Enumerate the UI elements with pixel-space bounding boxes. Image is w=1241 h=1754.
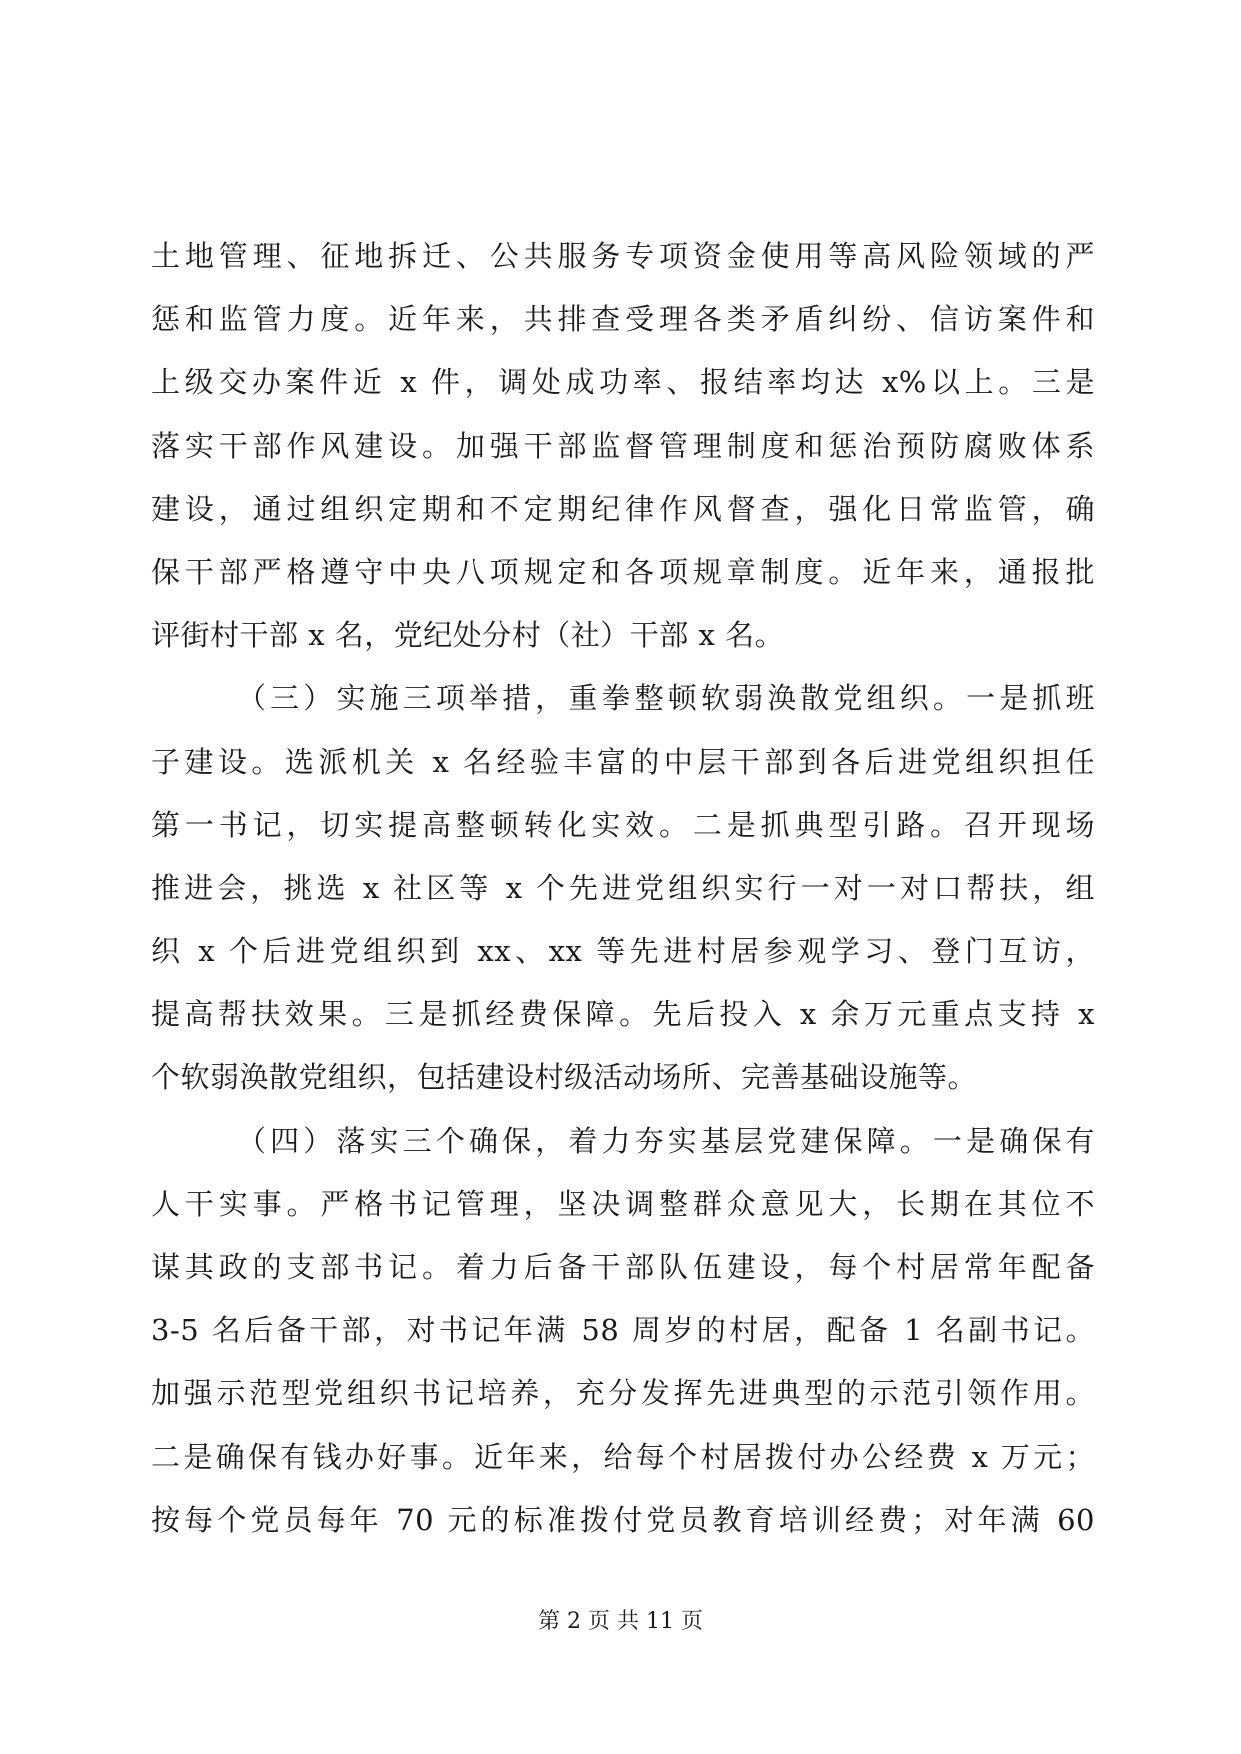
text-line: 按每个党员每年 70 元的标准拨付党员教育培训经费；对年满 60 bbox=[151, 1502, 1095, 1537]
text-line: 提高帮扶效果。三是抓经费保障。先后投入 x 余万元重点支持 x bbox=[151, 997, 1095, 1032]
text-line: 推进会，挑选 x 社区等 x 个先进党组织实行一对一对口帮扶，组 bbox=[151, 870, 1095, 905]
text-line: 第一书记，切实提高整顿转化实效。二是抓典型引路。召开现场 bbox=[151, 807, 1095, 842]
text-line: 人干实事。严格书记管理，坚决调整群众意见大，长期在其位不 bbox=[151, 1186, 1095, 1221]
body-text bbox=[151, 225, 1095, 1552]
text-line: 3-5 名后备干部，对书记年满 58 周岁的村居，配备 1 名副书记。 bbox=[151, 1313, 1095, 1348]
text-line: 土地管理、征地拆迁、公共服务专项资金使用等高风险领域的严 bbox=[151, 239, 1095, 273]
text-line: 落实干部作风建设。加强干部监督管理制度和惩治预防腐败体系 bbox=[151, 428, 1095, 463]
text-line: 谋其政的支部书记。着力后备干部队伍建设，每个村居常年配备 bbox=[151, 1250, 1095, 1284]
text-line: 加强示范型党组织书记培养，充分发挥先进典型的示范引领作用。 bbox=[151, 1376, 1095, 1411]
text-line: 上级交办案件近 x 件，调处成功率、报结率均达 x%以上。三是 bbox=[151, 365, 1095, 400]
text-line: 建设，通过组织定期和不定期纪律作风督查，强化日常监管，确 bbox=[151, 491, 1095, 526]
text-line: 保干部严格遵守中央八项规定和各项规章制度。近年来，通报批 bbox=[151, 554, 1095, 589]
page-number-footer: 第 2 页 共 11 页 bbox=[538, 1609, 703, 1634]
section-heading-line: （三）实施三项举措，重拳整顿软弱涣散党组织。一是抓班 bbox=[237, 681, 1095, 716]
text-line: 评街村干部 x 名，党纪处分村（社）干部 x 名。 bbox=[151, 618, 785, 653]
text-line: 织 x 个后进党组织到 xx、xx 等先进村居参观学习、登门互访， bbox=[151, 934, 1095, 969]
text-line: 子建设。选派机关 x 名经验丰富的中层干部到各后进党组织担任 bbox=[151, 744, 1095, 779]
section-heading-line: （四）落实三个确保，着力夯实基层党建保障。一是确保有 bbox=[237, 1123, 1095, 1158]
text-line: 个软弱涣散党组织，包括建设村级活动场所、完善基础设施等。 bbox=[151, 1060, 978, 1095]
text-line: 惩和监管力度。近年来，共排查受理各类矛盾纠纷、信访案件和 bbox=[151, 302, 1095, 337]
text-line: 二是确保有钱办好事。近年来，给每个村居拨付办公经费 x 万元； bbox=[151, 1439, 1095, 1474]
